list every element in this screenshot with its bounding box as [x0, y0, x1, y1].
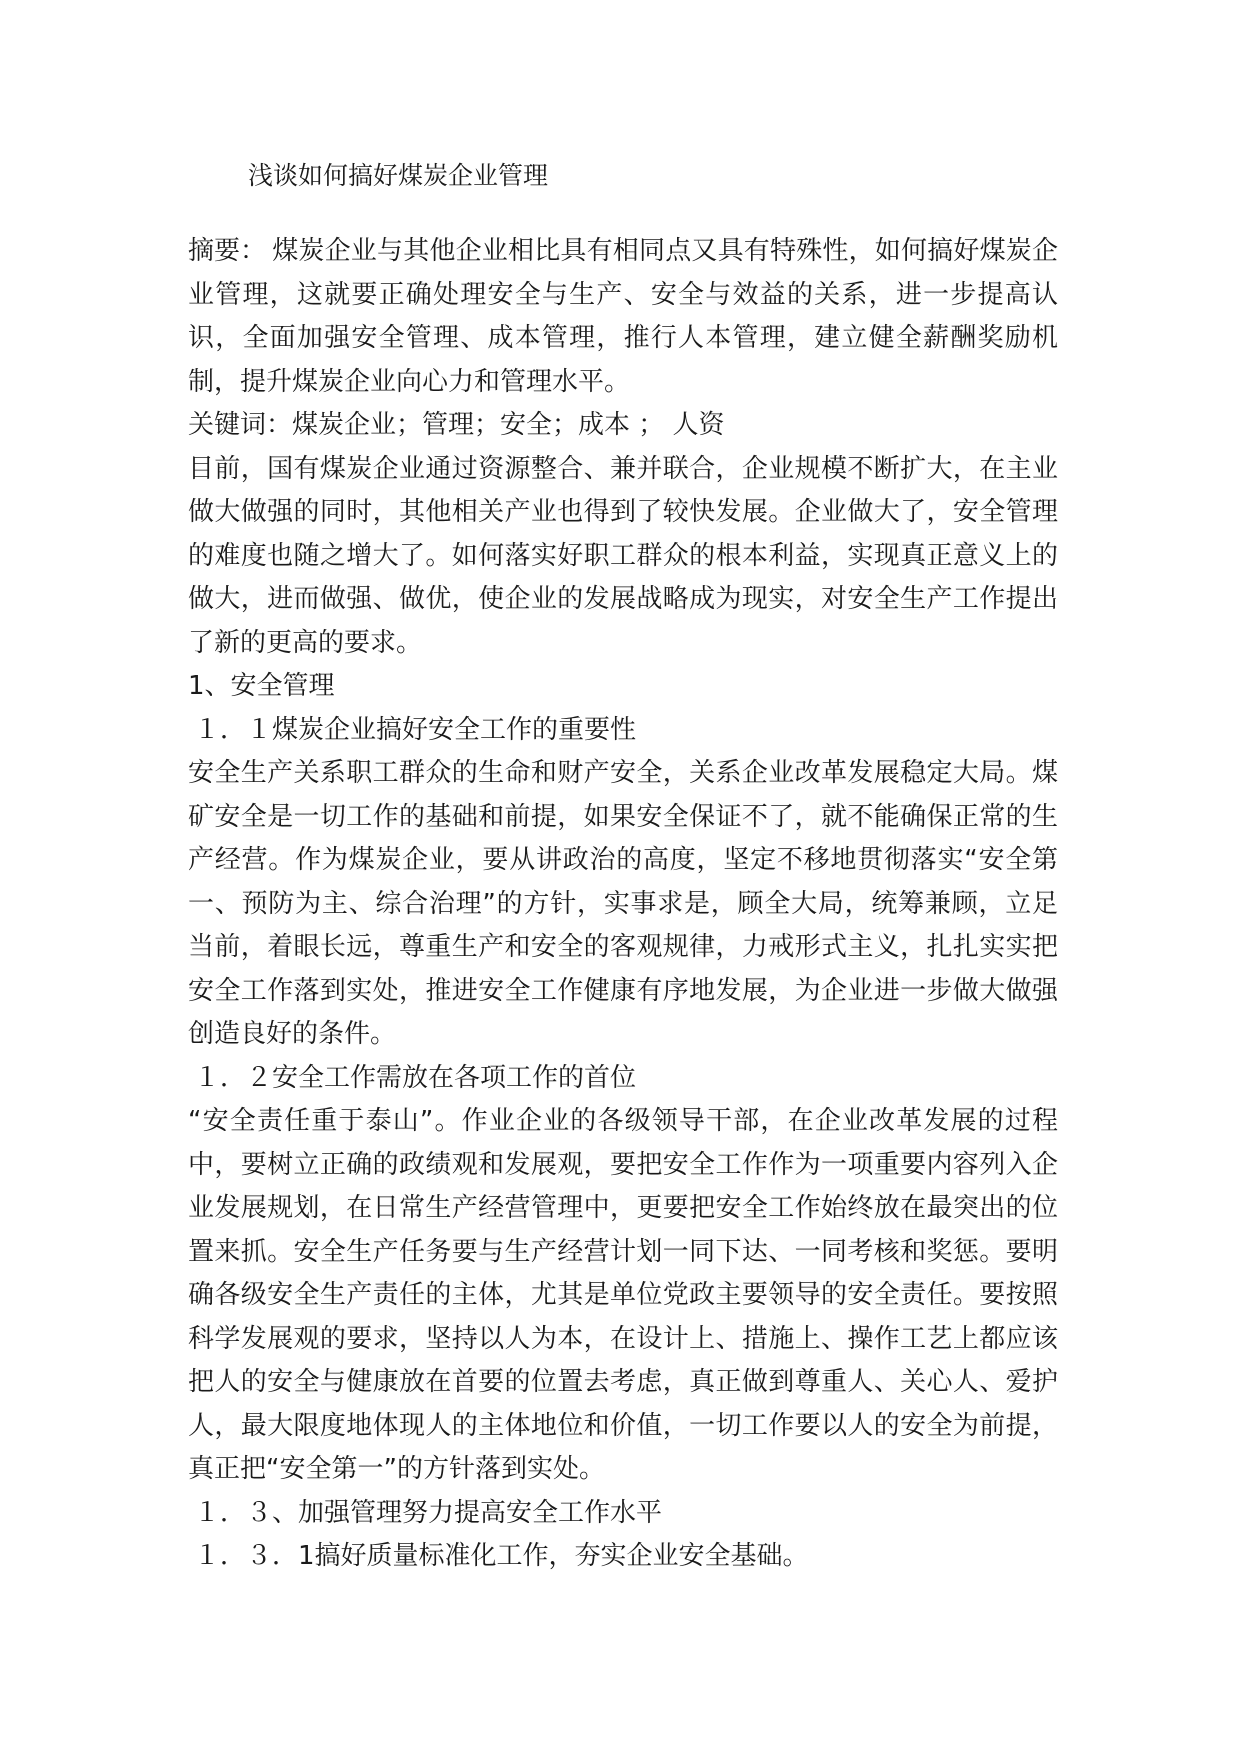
intro-paragraph: 目前，国有煤炭企业通过资源整合、兼并联合，企业规模不断扩大，在主业做大做强的同时，其他相关产业也得到了较快发展。企业做大了，安全管理的难度也随之增大了。如何落实好职工群众的根本利益，实现真正意义上的做大，进而做强、做优，使企业的发展战略成为现实，对安全生产工作提出了新的更高的要求。: [188, 453, 1058, 658]
section-1-heading: 1、安全管理: [188, 671, 335, 701]
abstract-text: 煤炭企业与其他企业相比具有相同点又具有特殊性，如何搞好煤炭企业管理，这就要正确处理安全与生产、安全与效益的关系，进一步提高认识，全面加强安全管理、成本管理，推行人本管理，建立健全薪酬奖励机制，提升煤炭企业向心力和管理水平。: [188, 236, 1058, 397]
section-1-1-heading: １．１煤炭企业搞好安全工作的重要性: [194, 714, 637, 745]
abstract-label: 摘要：: [188, 236, 267, 266]
section-1-3-1-heading: １．３．1搞好质量标准化工作，夯实企业安全基础。: [194, 1541, 809, 1571]
section-1-2-heading: １．２安全工作需放在各项工作的首位: [194, 1062, 637, 1093]
section-1-2-paragraph: “安全责任重于泰山”。作业企业的各级领导干部，在企业改革发展的过程中，要树立正确的政绩观和发展观，要把安全工作作为一项重要内容列入企业发展规划，在日常生产经营管理中，更要把安全工作始终放在最突出的位置来抓。安全生产任务要与生产经营计划一同下达、一同考核和奖惩。要明确各级安全生产责任的主体，尤其是单位党政主要领导的安全责任。要按照科学发展观的要求，坚持以人为本，在设计上、措施上、操作工艺上都应该把人的安全与健康放在首要的位置去考虑，真正做到尊重人、关心人、爱护人，最大限度地体现人的主体地位和价值，一切工作要以人的安全为前提，真正把“安全第一”的方针落到实处。: [188, 1106, 1058, 1484]
document-title: 浅谈如何搞好煤炭企业管理: [248, 161, 549, 190]
section-1-3-heading: １．３、加强管理努力提高安全工作水平: [194, 1497, 663, 1528]
document-body: [188, 230, 1058, 1579]
keywords-line: 关键词：煤炭企业；管理；安全；成本 ； 人资: [188, 410, 725, 440]
section-1-1-paragraph: 安全生产关系职工群众的生命和财产安全，关系企业改革发展稳定大局。煤矿安全是一切工作的基础和前提，如果安全保证不了，就不能确保正常的生产经营。作为煤炭企业，要从讲政治的高度，坚定不移地贯彻落实“安全第一、预防为主、综合治理”的方针，实事求是，顾全大局，统筹兼顾，立足当前，着眼长远，尊重生产和安全的客观规律，力戒形式主义，扎扎实实把安全工作落到实处，推进安全工作健康有序地发展，为企业进一步做大做强创造良好的条件。: [188, 758, 1058, 1049]
abstract-paragraph: [188, 230, 1058, 404]
